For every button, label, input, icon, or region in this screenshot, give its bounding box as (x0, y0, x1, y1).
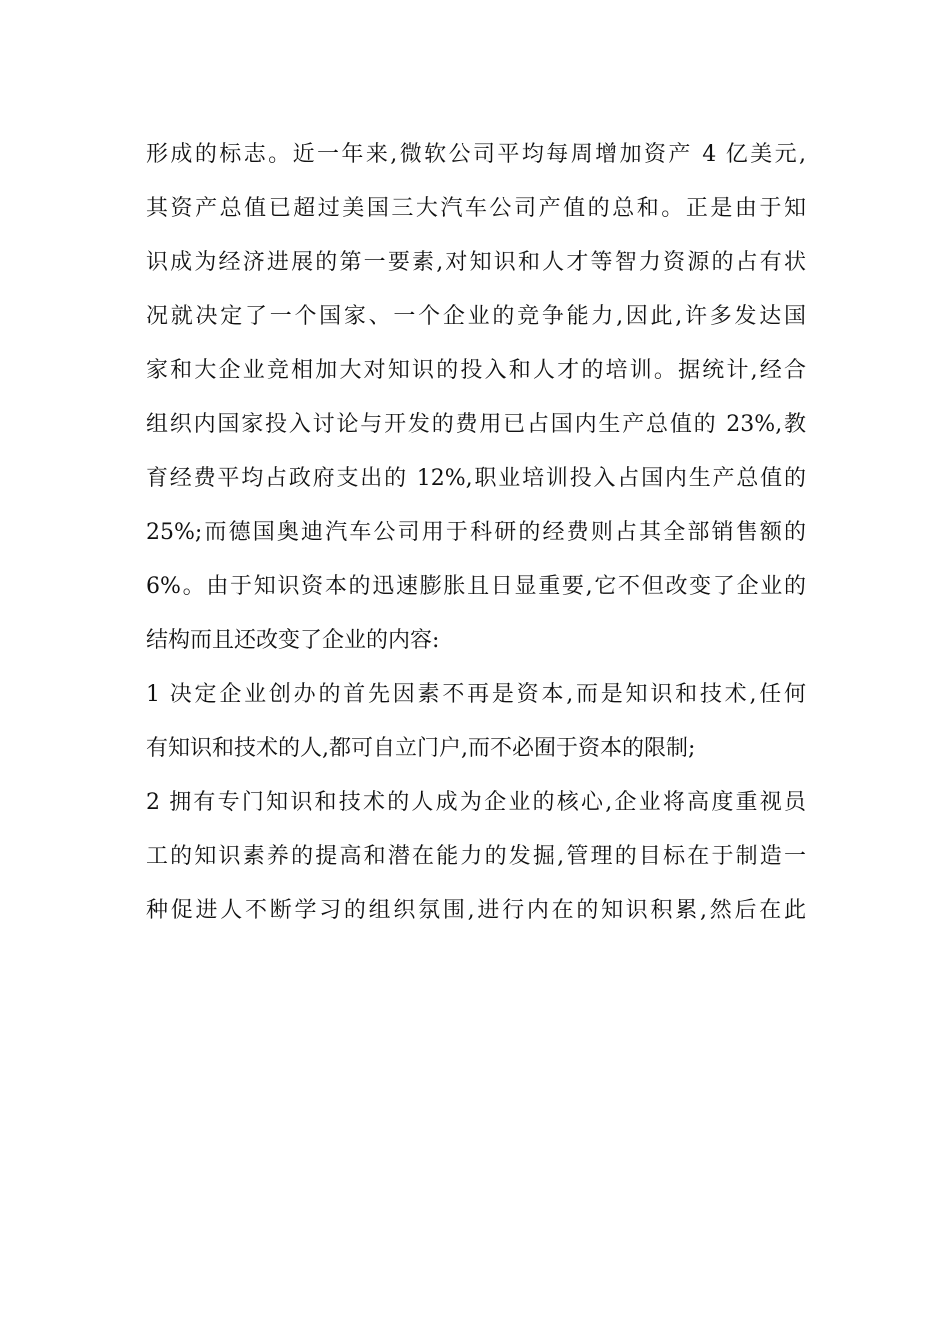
text-line: 组织内国家投入讨论与开发的费用已占国内生产总值的 23%,教 (146, 412, 806, 437)
list-item-2-line: 工的知识素养的提高和潜在能力的发掘,管理的目标在于制造一 (146, 844, 806, 869)
text-line: 25%;而德国奥迪汽车公司用于科研的经费则占其全部销售额的 (146, 520, 806, 545)
text-line: 形成的标志。近一年来,微软公司平均每周增加资产 4 亿美元, (146, 142, 806, 167)
text-line: 6%。由于知识资本的迅速膨胀且日显重要,它不但改变了企业的 (146, 574, 806, 599)
body-text (146, 128, 806, 938)
text-line: 其资产总值已超过美国三大汽车公司产值的总和。正是由于知 (146, 196, 806, 221)
list-item-2-line: 2 拥有专门知识和技术的人成为企业的核心,企业将高度重视员 (146, 790, 806, 815)
text-line: 况就决定了一个国家、一个企业的竞争能力,因此,许多发达国 (146, 304, 806, 329)
list-item-1-line: 有知识和技术的人,都可自立门户,而不必囿于资本的限制; (146, 736, 696, 761)
text-line: 家和大企业竞相加大对知识的投入和人才的培训。据统计,经合 (146, 358, 806, 383)
list-item-1-line: 1 决定企业创办的首先因素不再是资本,而是知识和技术,任何 (146, 682, 806, 707)
text-line: 结构而且还改变了企业的内容: (146, 628, 440, 653)
text-line: 育经费平均占政府支出的 12%,职业培训投入占国内生产总值的 (146, 466, 806, 491)
list-item-2-line: 种促进人不断学习的组织氛围,进行内在的知识积累,然后在此 (146, 898, 806, 923)
text-line: 识成为经济进展的第一要素,对知识和人才等智力资源的占有状 (146, 250, 806, 275)
